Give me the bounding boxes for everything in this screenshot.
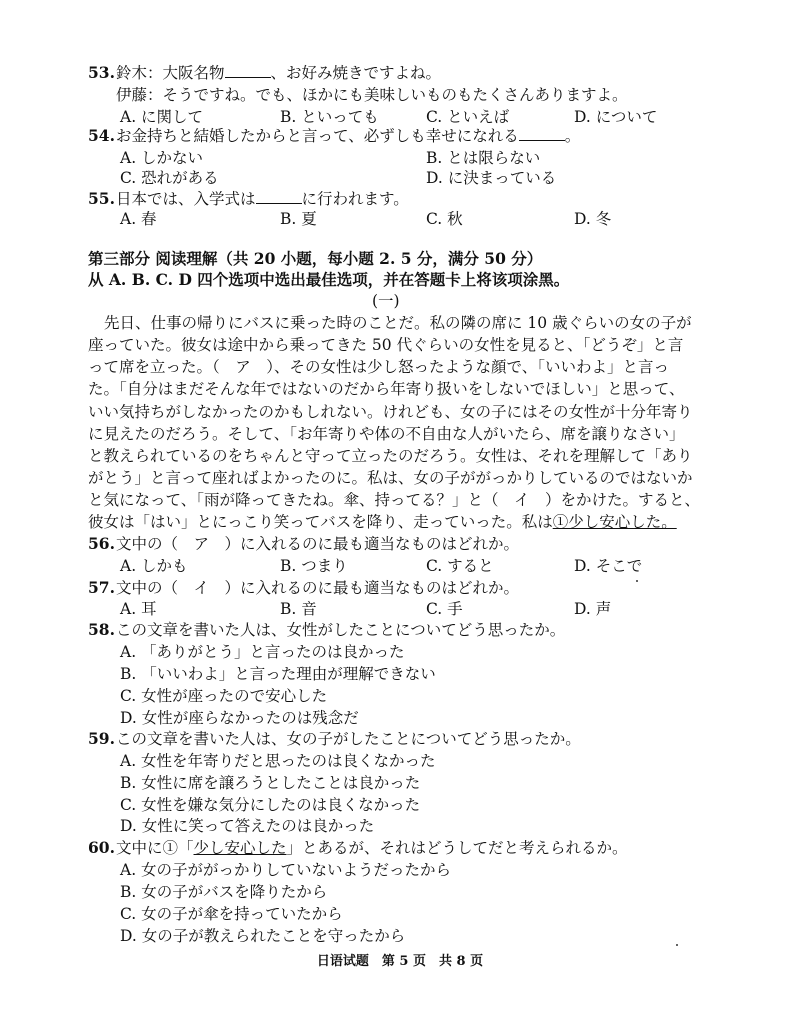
option-c: C. 手 bbox=[426, 600, 463, 618]
option-c: C. 女性が座ったので安心した bbox=[120, 687, 328, 705]
option-b: B. 女性に席を譲ろうとしたことは良かった bbox=[120, 774, 421, 792]
passage-line: た。「自分はまだそんな年ではないのだから年寄り扱いをしないでほしい」と思って、 bbox=[88, 380, 685, 398]
section-instruction: 从 A. B. C. D 四个选项中选出最佳选项，并在答题卡上将该项涂黑。 bbox=[88, 270, 570, 289]
answer-blank bbox=[256, 189, 302, 204]
passage-line: に見えたのだろう。そして、「お年寄りや体の不自由な人がいたら、席を譲りなさい」 bbox=[88, 425, 685, 443]
question-text: 」とあるが、それはどうしてだと考えられるか。 bbox=[286, 839, 628, 857]
question-56 bbox=[88, 533, 519, 555]
option-d: D. そこで bbox=[574, 557, 643, 575]
option-d: D. に決まっている bbox=[426, 169, 557, 187]
question-57 bbox=[88, 577, 519, 599]
passage-line: って席を立った。（ ア ）、その女性は少し怒ったような顔で、「いいわよ」と言っ bbox=[88, 358, 669, 376]
question-number: 60. bbox=[88, 838, 115, 857]
section-title: 第三部分 阅读理解（共 20 小题，每小题 2. 5 分，满分 50 分） bbox=[88, 249, 543, 268]
option-b: B. 夏 bbox=[280, 210, 317, 228]
passage-line: と気になって、「雨が降ってきたね。傘、持ってる？」と（ イ ）をかけた。すると、 bbox=[88, 491, 700, 509]
scan-speck bbox=[636, 580, 638, 582]
option-c: C. 恐れがある bbox=[120, 169, 219, 187]
option-d: D. 冬 bbox=[574, 210, 612, 228]
question-number: 54. bbox=[88, 126, 115, 145]
passage-line: 座っていた。彼女は途中から乗ってきた 50 代ぐらいの女性を見ると、「どうぞ」と言 bbox=[88, 336, 684, 354]
question-text: お金持ちと結婚したからと言って、必ずしも幸せになれる bbox=[116, 127, 519, 145]
underlined-phrase: ①少し安心した。 bbox=[552, 513, 677, 531]
question-number: 56. bbox=[88, 534, 115, 553]
question-text: 。 bbox=[564, 127, 581, 145]
option-c: C. 女の子が傘を持っていたから bbox=[120, 905, 343, 923]
option-b: B. 音 bbox=[280, 600, 317, 618]
option-d: D. 声 bbox=[574, 600, 612, 618]
answer-blank bbox=[225, 63, 271, 78]
option-a: A. 耳 bbox=[120, 600, 157, 618]
question-58 bbox=[88, 619, 565, 641]
question-53-dialogue: 伊藤：そうですね。でも、ほかにも美味しいものもたくさんありますよ。 bbox=[116, 86, 628, 104]
question-text: 文中の（ ア ）に入れるのに最も適当なものはどれか。 bbox=[116, 535, 520, 553]
underlined-phrase: 少し安心した bbox=[193, 839, 287, 857]
option-a: A. 「ありがとう」と言ったのは良かった bbox=[120, 643, 405, 661]
passage-line bbox=[88, 511, 677, 534]
option-a: A. 女性を年寄りだと思ったのは良くなかった bbox=[120, 752, 436, 770]
option-d: D. 女性が座らなかったのは残念だ bbox=[120, 709, 359, 727]
passage-line: がとう」と言って座ればよかったのに。私は、女の子ががっかりしているのではないか bbox=[88, 469, 693, 487]
question-text: 文中に①「 bbox=[116, 839, 194, 857]
page-footer: 日语试题 第 5 页 共 8 页 bbox=[316, 954, 484, 969]
answer-blank bbox=[519, 126, 565, 141]
question-53 bbox=[88, 62, 441, 84]
option-b: B. といっても bbox=[280, 108, 379, 126]
question-number: 53. bbox=[88, 63, 115, 82]
option-c: C. といえば bbox=[426, 108, 510, 126]
option-a: A. 女の子ががっかりしていないようだったから bbox=[120, 861, 452, 879]
option-c: C. 秋 bbox=[426, 210, 463, 228]
option-b: B. つまり bbox=[280, 557, 348, 575]
passage-text: 彼女は「はい」とにっこり笑ってバスを降り、走っていった。私は bbox=[88, 513, 553, 531]
question-number: 57. bbox=[88, 578, 115, 597]
option-d: D. について bbox=[574, 108, 658, 126]
question-54 bbox=[88, 125, 580, 147]
option-a: A. に関して bbox=[120, 108, 204, 126]
option-b: B. 女の子がバスを降りたから bbox=[120, 883, 328, 901]
option-c: C. すると bbox=[426, 557, 494, 575]
option-c: C. 女性を嫌な気分にしたのは良くなかった bbox=[120, 796, 421, 814]
passage-line: 先日、仕事の帰りにバスに乗った時のことだ。私の隣の席に 10 歳ぐらいの女の子が bbox=[104, 314, 692, 332]
question-text: 、お好み焼きですよね。 bbox=[270, 64, 442, 82]
question-text: この文章を書いた人は、女性がしたことについてどう思ったか。 bbox=[116, 621, 566, 639]
passage-number: (一) bbox=[372, 292, 400, 310]
option-a: A. 春 bbox=[120, 210, 157, 228]
option-a: A. しかも bbox=[120, 557, 188, 575]
option-b: B. とは限らない bbox=[426, 149, 541, 167]
question-text: この文章を書いた人は、女の子がしたことについてどう思ったか。 bbox=[116, 730, 581, 748]
passage-line: と教えられているのをちゃんと守って立ったのだろう。女性は、それを理解して「あり bbox=[88, 447, 693, 465]
question-55 bbox=[88, 188, 409, 210]
question-number: 59. bbox=[88, 729, 115, 748]
option-d: D. 女の子が教えられたことを守ったから bbox=[120, 927, 406, 945]
question-text: に行われます。 bbox=[301, 190, 409, 208]
passage-line: いい気持ちがしなかったのかもしれない。けれども、女の子にはその女性が十分年寄り bbox=[88, 403, 693, 421]
question-59 bbox=[88, 728, 581, 750]
question-number: 55. bbox=[88, 189, 115, 208]
question-60 bbox=[88, 837, 628, 859]
option-a: A. しかない bbox=[120, 149, 204, 167]
question-number: 58. bbox=[88, 620, 115, 639]
question-text: 日本では、入学式は bbox=[116, 190, 256, 208]
question-text: 文中の（ イ ）に入れるのに最も適当なものはどれか。 bbox=[116, 579, 520, 597]
option-b: B. 「いいわよ」と言った理由が理解できない bbox=[120, 665, 436, 683]
question-text: 鈴木：大阪名物 bbox=[116, 64, 225, 82]
option-d: D. 女性に笑って答えたのは良かった bbox=[120, 817, 375, 835]
scan-speck bbox=[676, 944, 678, 946]
